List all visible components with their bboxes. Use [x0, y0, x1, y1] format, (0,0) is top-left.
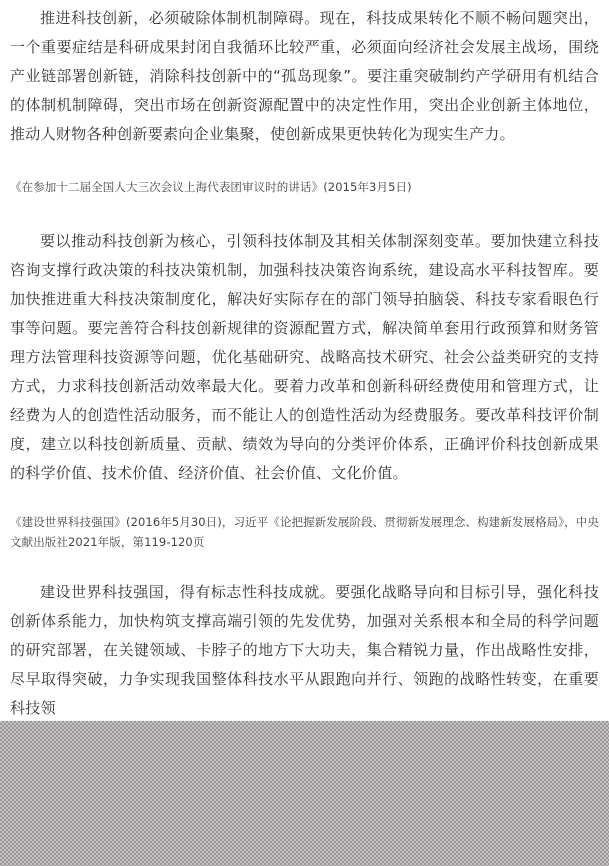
source-citation-2015: 《在参加十二届全国人大三次会议上海代表团审议时的讲话》(2015年3月5日)	[10, 180, 412, 194]
paragraph-technology-power: 建设世界科技强国，得有标志性科技成就。要强化战略导向和目标引导，强化科技创新体系能力，加快构筑支撑高端引领的先发优势，加强对关系根本和全局的科学问题的研究部署，在关键领域、卡脖子的地方下大功夫，集合精锐力量，作出战略性安排，尽早取得突破，力争实现我国整体科技水平从跟跑向并行、领跑的战略性转变，在重要科技领	[10, 583, 599, 717]
source-citation-2016: 《建设世界科技强国》(2016年5月30日)，习近平《论把握新发展阶段、贯彻新发展理念、构建新发展格局》，中央文献出版社2021年版，第119-120页	[10, 515, 599, 549]
paragraph-technology-system-reform: 要以推动科技创新为核心，引领科技体制及其相关体制深刻变革。要加快建立科技咨询支撑行政决策的科技决策机制，加强科技决策咨询系统，建设高水平科技智库。要加快推进重大科技决策制度化，解决好实际存在的部门领导拍脑袋、科技专家看眼色行事等问题。要完善符合科技创新规律的资源配置方式，解决简单套用行政预算和财务管理方法管理科技资源等问题，优化基础研究、战略高技术研究、社会公益类研究的支持方式，力求科技创新活动效率最大化。要着力改革和创新科研经费使用和管理方式，让经费为人的创造性活动服务，而不能让人的创造性活动为经费服务。要改革科技评价制度，建立以科技创新质量、贡献、绩效为导向的分类评价体系，正确评价科技创新成果的科学价值、技术价值、经济价值、社会价值、文化价值。	[10, 232, 599, 482]
mosaic-overlay	[0, 721, 609, 866]
article-body	[10, 0, 599, 723]
paragraph-technology-innovation-barriers: 推进科技创新，必须破除体制机制障碍。现在，科技成果转化不顺不畅问题突出，一个重要症结是科研成果封闭自我循环比较严重，必须面向经济社会发展主战场，围绕产业链部署创新链，消除科技创新中的“孤岛现象”。要注重突破制约产学研用有机结合的体制机制障碍，突出市场在创新资源配置中的决定性作用，突出企业创新主体地位，推动人财物各种创新要素向企业集聚，使创新成果更快转化为现实生产力。	[10, 9, 599, 143]
